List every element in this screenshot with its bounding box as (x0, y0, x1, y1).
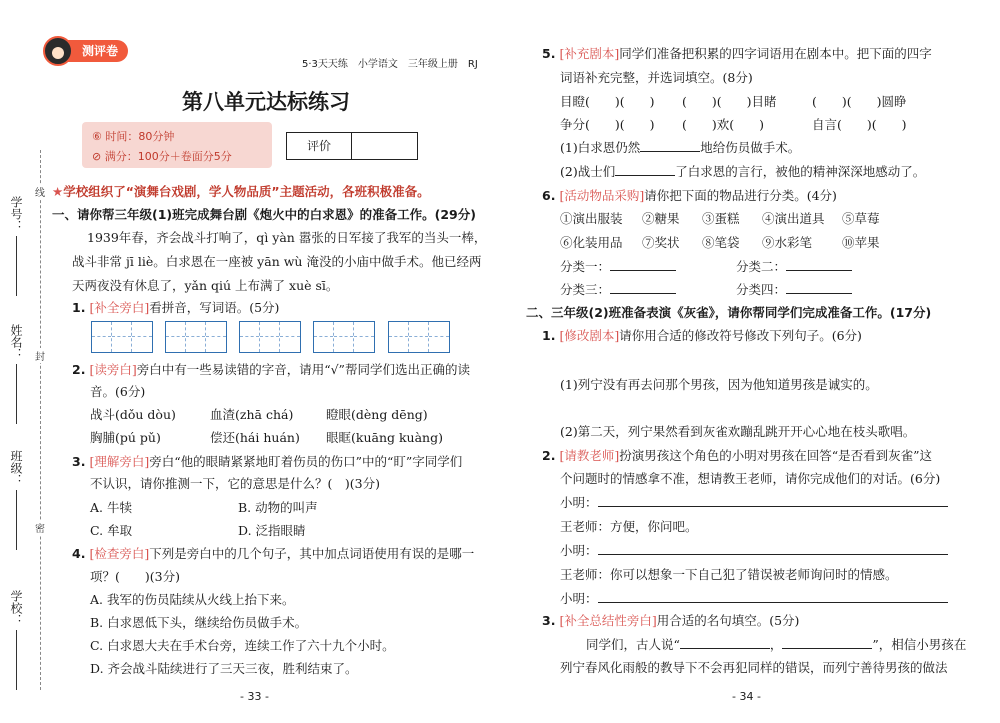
category-3: 分类三： (560, 280, 676, 298)
question-2: 2. [读旁白]旁白中有一些易读错的字音，请用“√”帮同学们选出正确的读 (72, 362, 470, 377)
binding-char-line: 线 (35, 184, 45, 199)
item-option: ⑤草莓 (842, 211, 880, 226)
item-option: ⑧笔袋 (702, 235, 740, 250)
passage-line-2: 战斗非常 jī liè。白求恩在一座被 yān wù 淹没的小庙中做手术。他已经两 (72, 254, 482, 269)
idiom-blank[interactable]: ( )( )目睹 (682, 94, 777, 109)
question-5: 5. [补充剧本]同学们准备把积累的四字词语用在剧本中。把下面的四字 (542, 46, 932, 61)
quote-blank[interactable] (782, 636, 872, 649)
binding-dashed-line (40, 150, 41, 690)
option-b[interactable]: B. 白求恩低下头，继续给伤员做手术。 (90, 615, 308, 630)
time-info: ⑥ 时间：80分钟 (92, 130, 175, 143)
score-info: ⊘ 满分：100分＋卷面分5分 (92, 150, 232, 163)
category-blank[interactable] (610, 281, 676, 294)
s2-question-1: 1. [修改剧本]请你用合适的修改符号修改下列句子。(6分) (542, 328, 862, 343)
pinyin-option[interactable]: 眼眶(kuāng kuàng) (326, 430, 443, 445)
writing-grid-1[interactable] (91, 321, 153, 353)
student-number-line (16, 236, 18, 296)
binding-margin (0, 0, 48, 723)
writing-grid-4[interactable] (313, 321, 375, 353)
test-badge: 测评卷 (44, 40, 128, 62)
evaluation-label: 评价 (287, 133, 352, 159)
dialog-blank[interactable] (598, 590, 948, 603)
dialog-xiaoming-2: 小明： (560, 541, 948, 559)
school-label: 学校： (9, 590, 23, 626)
option-d[interactable]: D. 泛指眼睛 (238, 523, 306, 538)
pinyin-option[interactable]: 战斗(dǒu dòu) (90, 407, 176, 422)
option-c[interactable]: C. 牟取 (90, 523, 133, 538)
pinyin-option[interactable]: 胸脯(pú pǔ) (90, 430, 161, 445)
page-number: - 34 - (732, 690, 761, 703)
fill-sentence-2: (2)战士们 了白求恩的言行，被他的精神深深地感动了。 (560, 164, 926, 179)
dialog-xiaoming-3: 小明： (560, 589, 948, 607)
evaluation-box (286, 132, 418, 160)
item-option: ⑨水彩笔 (762, 235, 813, 250)
idiom-blank[interactable]: 争分( )( ) (560, 117, 655, 132)
dialog-blank[interactable] (598, 542, 948, 555)
activity-intro: ★学校组织了“演舞台戏剧，学人物品质”主题活动，各班积极准备。 (52, 184, 430, 199)
question-5-cont: 词语补充完整，并选词填空。(8分) (560, 70, 753, 85)
question-6: 6. [活动物品采购]请你把下面的物品进行分类。(4分) (542, 188, 837, 203)
fill-sentence-1: (1)白求恩仍然 地给伤员做手术。 (560, 140, 801, 155)
dialog-teacher-2: 王老师：你可以想象一下自己犯了错误被老师询问时的情感。 (560, 567, 898, 582)
category-1: 分类一： (560, 257, 676, 275)
option-b[interactable]: B. 动物的叫声 (238, 500, 318, 515)
page-title: 第八单元达标练习 (182, 90, 350, 114)
class-line (16, 490, 18, 550)
item-option: ①演出服装 (560, 211, 623, 226)
school-line (16, 630, 18, 690)
question-2-cont: 音。(6分) (90, 384, 146, 399)
idiom-blank[interactable]: ( )( )圆睁 (812, 94, 907, 109)
category-2: 分类二： (736, 257, 852, 275)
option-d[interactable]: D. 齐会战斗陆续进行了三天三夜，胜利结束了。 (90, 661, 358, 676)
student-name-line (16, 364, 18, 424)
revise-sentence-1[interactable]: (1)列宁没有再去问那个男孩，因为他知道男孩是诚实的。 (560, 377, 878, 392)
question-3: 3. [理解旁白]旁白“他的眼睛紧紧地盯着伤员的伤口”中的“盯”字同学们 (72, 454, 463, 469)
series-header: 5·3天天练 小学语文 三年级上册 RJ (302, 59, 478, 70)
binding-char-seal: 封 (35, 348, 45, 363)
question-1: 1. [补全旁白]看拼音，写词语。(5分) (72, 300, 280, 315)
section2-heading: 二、三年级(2)班准备表演《灰雀》，请你帮同学们完成准备工作。(17分) (526, 305, 932, 320)
section1-heading: 一、请你帮三年级(1)班完成舞台剧《炮火中的白求恩》的准备工作。(29分) (52, 207, 476, 222)
answer-blank[interactable] (640, 139, 700, 152)
quote-line-2: 列宁春风化雨般的教导下不会再犯同样的错误，而列宁善待男孩的做法 (560, 660, 948, 675)
item-option: ⑥化装用品 (560, 235, 623, 250)
writing-grid-3[interactable] (239, 321, 301, 353)
option-a[interactable]: A. 牛犊 (90, 500, 132, 515)
star-icon: ★ (52, 184, 64, 199)
s2-question-2: 2. [请教老师]扮演男孩这个角色的小明对男孩在回答“是否看到灰雀”这 (542, 448, 932, 463)
category-4: 分类四： (736, 280, 852, 298)
question-3-cont: 不认识，请你推测一下，它的意思是什么？( )(3分) (90, 476, 380, 491)
item-option: ④演出道具 (762, 211, 825, 226)
quote-line-1: 同学们，古人说“ ， ”，相信小男孩在 (586, 637, 967, 652)
idiom-blank[interactable]: 自言( )( ) (812, 117, 907, 132)
evaluation-field[interactable] (352, 133, 416, 159)
item-option: ②糖果 (642, 211, 680, 226)
revise-sentence-2[interactable]: (2)第二天，列宁果然看到灰雀欢蹦乱跳开开心心地在枝头歌唱。 (560, 424, 916, 439)
idiom-blank[interactable]: ( )欢( ) (682, 117, 765, 132)
student-name-label: 姓名： (9, 324, 23, 360)
question-4: 4. [检查旁白]下列是旁白中的几个句子，其中加点词语使用有误的是哪一 (72, 546, 475, 561)
pinyin-option[interactable]: 瞪眼(dèng dēng) (326, 407, 428, 422)
dialog-xiaoming-1: 小明： (560, 493, 948, 511)
writing-grid-2[interactable] (165, 321, 227, 353)
item-option: ③蛋糕 (702, 211, 740, 226)
category-blank[interactable] (786, 258, 852, 271)
passage-line-3: 天两夜没有休息了，yǎn qiú 上布满了 xuè sī。 (72, 278, 339, 293)
idiom-blank[interactable]: 目瞪( )( ) (560, 94, 655, 109)
item-option: ⑦奖状 (642, 235, 680, 250)
binding-char-secret: 密 (35, 520, 45, 535)
student-number-label: 学号： (9, 196, 23, 232)
writing-grid-5[interactable] (388, 321, 450, 353)
pinyin-option[interactable]: 血渣(zhā chá) (210, 407, 294, 422)
quote-blank[interactable] (680, 636, 770, 649)
pinyin-option[interactable]: 偿还(hái huán) (210, 430, 300, 445)
question-4-cont: 项？( )(3分) (90, 569, 180, 584)
option-c[interactable]: C. 白求恩大夫在手术台旁，连续工作了六十九个小时。 (90, 638, 395, 653)
answer-blank[interactable] (615, 163, 675, 176)
s2-question-2-cont: 个问题时的情感拿不准，想请教王老师，请你完成他们的对话。(6分) (560, 471, 941, 486)
info-box (82, 122, 272, 168)
page-number: - 33 - (240, 690, 269, 703)
category-blank[interactable] (786, 281, 852, 294)
item-option: ⑩苹果 (842, 235, 880, 250)
dialog-blank[interactable] (598, 494, 948, 507)
s2-question-3: 3. [补全总结性旁白]用合适的名句填空。(5分) (542, 613, 800, 628)
option-a[interactable]: A. 我军的伤员陆续从火线上抬下来。 (90, 592, 295, 607)
passage-line-1: 1939年春，齐会战斗打响了，qì yàn 嚣张的日军接了我军的当头一棒， (87, 230, 487, 245)
mascot-icon (43, 36, 73, 66)
class-label: 班级： (9, 450, 23, 486)
right-page (500, 0, 1000, 723)
category-blank[interactable] (610, 258, 676, 271)
dialog-teacher-1: 王老师：方便，你问吧。 (560, 519, 698, 534)
